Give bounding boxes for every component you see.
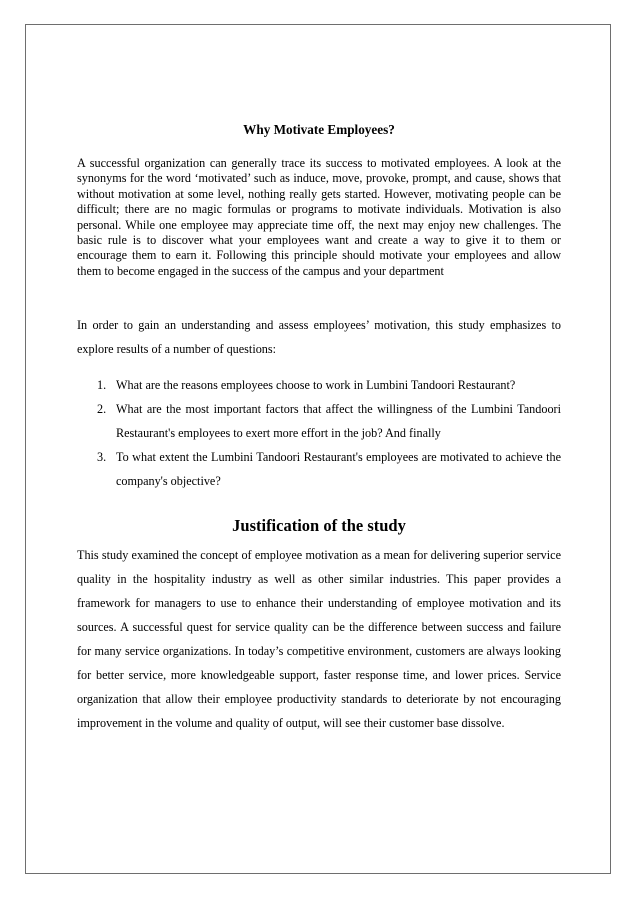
list-item (77, 445, 561, 493)
list-item-number: 3. (97, 450, 107, 464)
list-item-text: What are the reasons employees choose to work in Lumbini Tandoori Restaurant? (116, 378, 516, 392)
list-item (77, 397, 561, 445)
paragraph-motivation-intro: A successful organization can generally trace its success to motivated employees. A look at the synonyms for the word ‘motivated’ such as induce, move, provoke, prompt, and cause, shows that without motivation at some level, nothing really gets started. However, motivating people can be difficult; there are no magic formulas or programs to motivate individuals. Motivation is also personal. While one employee may appreciate time off, the next may enjoy new challenges. The basic rule is to discover what your employees want and create a way to give it to them or encourage them to earn it. Following this principle should motivate your employees and allow them to become engaged in the success of the campus and your department (77, 156, 561, 278)
paragraph-justification: This study examined the concept of employee motivation as a mean for delivering superior service quality in the hospitality industry as well as other similar industries. This paper provides a framework for managers to use to enhance their understanding of employee motivation and its sources. A successful quest for service quality can be the difference between success and failure for many service organizations. In today’s competitive environment, customers are always looking for better service, more knowledgeable support, faster response time, and lower prices. Service organization that allow their employee productivity standards to deteriorate by not encouraging improvement in the volume and quality of output, will see their customer base dissolve. (77, 548, 561, 730)
list-item-number: 2. (97, 402, 107, 416)
list-item (77, 373, 561, 397)
questions-list (77, 373, 561, 493)
paragraph-study-aim: In order to gain an understanding and assess employees’ motivation, this study emphasizes to explore results of a number of questions: (77, 318, 561, 356)
section-title-why-motivate: Why Motivate Employees? (243, 122, 395, 137)
list-item-text: To what extent the Lumbini Tandoori Restaurant's employees are motivated to achieve the company's objective? (116, 450, 561, 488)
list-item-number: 1. (97, 378, 107, 392)
section-title-justification: Justification of the study (232, 516, 406, 535)
list-item-text: What are the most important factors that affect the willingness of the Lumbini Tandoori Restaurant's employees to exert more effort in the job? And finally (116, 402, 561, 440)
